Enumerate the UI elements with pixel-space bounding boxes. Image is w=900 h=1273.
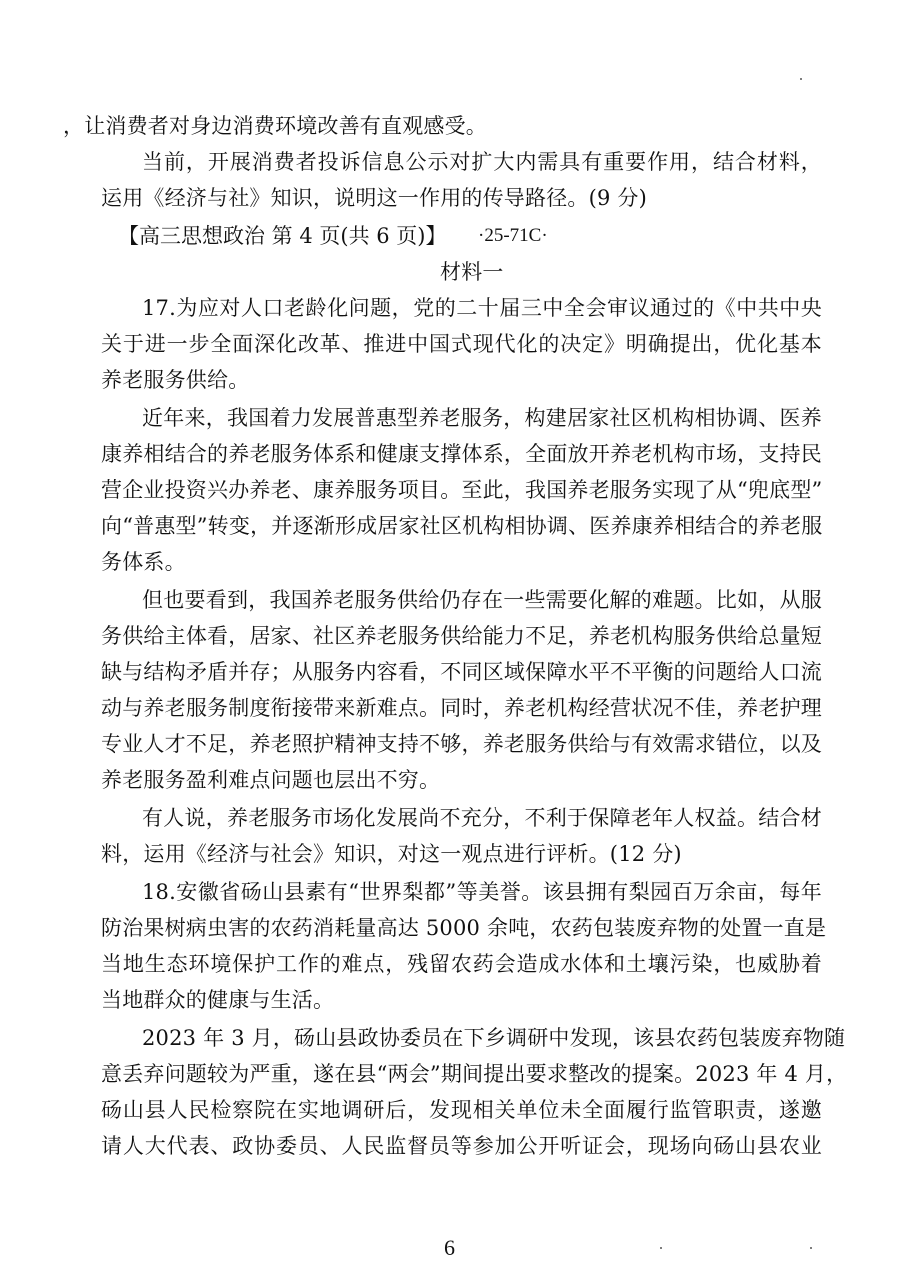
text-line: 当地群众的健康与生活。 xyxy=(101,988,335,1012)
text-line: 动与养老服务制度衔接带来新难点。同时，养老机构经营状况不佳，养老护理 xyxy=(101,696,822,720)
text-line: 向“普惠型”转变，并逐渐形成居家社区机构相协调、医养康养相结合的养老服 xyxy=(101,514,823,538)
page-header-label: 【高三思想政治 第 4 页(共 6 页)】 xyxy=(118,224,447,248)
text-line: 养老服务供给。 xyxy=(101,368,250,392)
text-line: 康养相结合的养老服务体系和健康支撑体系，全面放开养老机构市场，支持民 xyxy=(101,442,822,466)
text-line: 关于进一步全面深化改革、推进中国式现代化的决定》明确提出，优化基本 xyxy=(101,332,822,356)
scan-dot xyxy=(800,78,802,80)
section-title: 材料一 xyxy=(440,260,504,284)
text-line: 缺与结构矛盾并存；从服务内容看，不同区域保障水平不平衡的问题给人口流 xyxy=(101,660,822,684)
page-header-code: ·25-71C· xyxy=(478,225,548,246)
text-line: 2023 年 3 月，砀山县政协委员在下乡调研中发现，该县农药包装废弃物随 xyxy=(142,1026,846,1050)
text-line: 养老服务盈利难点问题也层出不穷。 xyxy=(101,768,441,792)
text-line: 务供给主体看，居家、社区养老服务供给能力不足，养老机构服务供给总量短 xyxy=(101,624,822,648)
text-line: 18.安徽省砀山县素有“世界梨都”等美誉。该县拥有梨园百万余亩，每年 xyxy=(142,880,822,904)
text-line: 但也要看到，我国养老服务供给仍存在一些需要化解的难题。比如，从服 xyxy=(142,588,822,612)
text-line: 营企业投资兴办养老、康养服务项目。至此，我国养老服务实现了从“兜底型” xyxy=(101,478,823,502)
text-line: 近年来，我国着力发展普惠型养老服务，构建居家社区机构相协调、医养 xyxy=(142,406,822,430)
text-line: 请人大代表、政协委员、人民监督员等参加公开听证会，现场向砀山县农业 xyxy=(101,1134,822,1158)
text-line: 意丢弃问题较为严重，遂在县“两会”期间提出要求整改的提案。2023 年 4 月， xyxy=(101,1062,848,1086)
text-line: ，让消费者对身边消费环境改善有直观感受。 xyxy=(63,114,487,138)
scan-dot xyxy=(660,1247,662,1249)
text-line: 防治果树病虫害的农药消耗量高达 5000 余吨，农药包装废弃物的处置一直是 xyxy=(101,916,827,940)
text-line: 当地生态环境保护工作的难点，残留农药会造成水体和土壤污染，也威胁着 xyxy=(101,952,822,976)
text-line: 务体系。 xyxy=(101,550,186,574)
text-line: 料，运用《经济与社会》知识，对这一观点进行评析。(12 分) xyxy=(101,842,682,866)
text-line: 当前，开展消费者投诉信息公示对扩大内需具有重要作用，结合材料， xyxy=(142,150,822,174)
scan-dot xyxy=(810,1247,812,1249)
text-line: 专业人才不足，养老照护精神支持不够，养老服务供给与有效需求错位，以及 xyxy=(101,732,822,756)
page-number: 6 xyxy=(444,1235,455,1260)
text-line: 砀山县人民检察院在实地调研后，发现相关单位未全面履行监管职责，遂邀 xyxy=(101,1098,822,1122)
text-line: 17.为应对人口老龄化问题，党的二十届三中全会审议通过的《中共中央 xyxy=(142,296,822,320)
text-line: 有人说，养老服务市场化发展尚不充分，不利于保障老年人权益。结合材 xyxy=(142,806,822,830)
text-line: 运用《经济与社》知识，说明这一作用的传导路径。(9 分) xyxy=(101,186,648,210)
